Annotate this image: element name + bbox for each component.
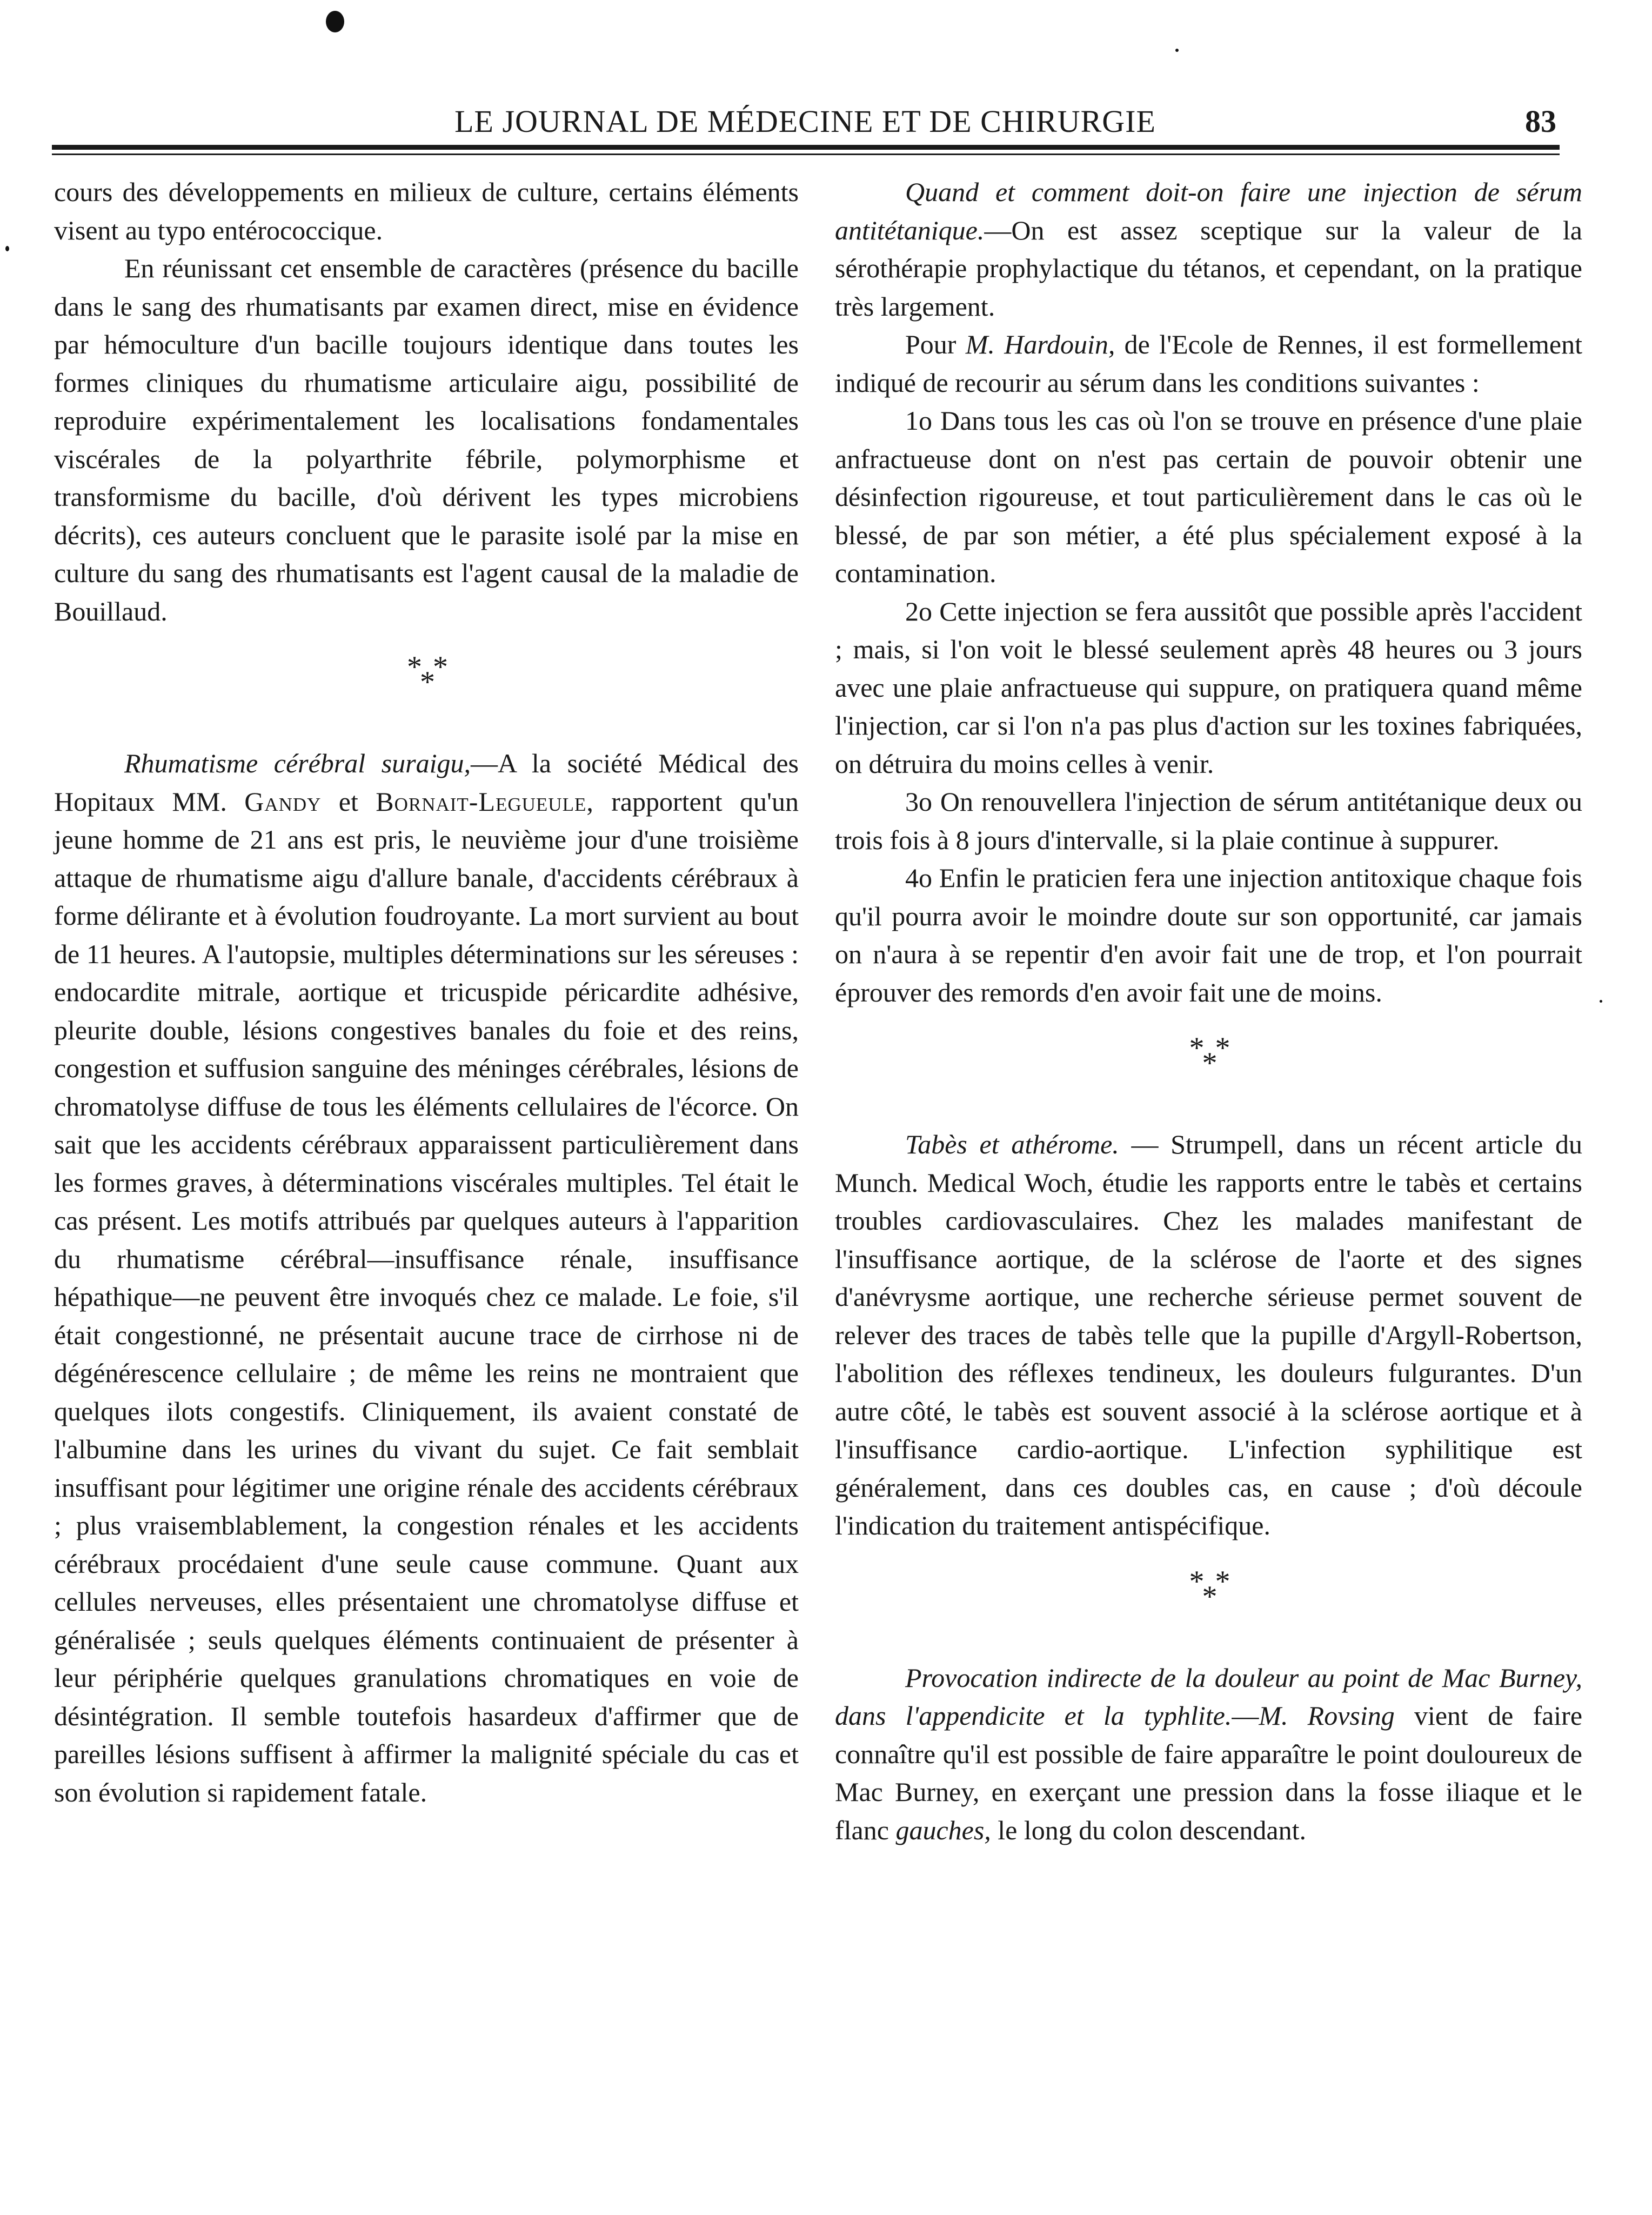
paragraph-continuation: cours des développements en milieux de culture, certains éléments visent au typo entérococcique. bbox=[54, 177, 799, 245]
header-rule-thin bbox=[52, 154, 1560, 155]
list-item: 1o Dans tous les cas où l'on se trouve en présence d'une plaie anfractueuse dont on n'est pas certain de pouvoir obtenir une désinfection rigoureuse, et tout particulièrement dans le cas où le blessé, de par son métier, a été plus spécialement exposé à la contamination. bbox=[835, 405, 1582, 588]
paragraph-conclusion: En réunissant cet ensemble de caractères (présence du bacille dans le sang des rhumatisants par examen direct, mise en évidence par hémoculture d'un bacille toujours identique dans toutes les formes cliniques du rhumatisme articulaire aigu, possibilité de reproduire expérimentalement les localisations fondamentales viscérales de la polyarthrite fébrile, polymorphisme et transformisme du bacille, d'où dérivent les types microbiens décrits), ces auteurs concluent que le parasite isolé par la mise en culture du sang des rhumatisants est l'agent causal de la maladie de Bouillaud. bbox=[54, 253, 799, 626]
article-body: — Strumpell, dans un récent article du Munch. Medical Woch, étudie les rapports entre le tabès et certains troubles cardiovasculaires. Chez les malades manifestant de l'insuffisance aortique, de la sclérose de l'aorte et des signes d'anévrysme aortique, une recherche sérieuse permet souvent de relever des traces de tabès telle que la pupille d'Argyll-Robertson, l'abolition des réflexes tendineux, les douleurs fulgurantes. D'un autre côté, le tabès est souvent associé à la sclérose aortique et à l'insuffisance cardio-aortique. L'infection syphilitique est généralement, dans ces doubles cas, en cause ; d'où découle l'indication du traitement antispécifique. bbox=[835, 1129, 1582, 1540]
separator-star: * bbox=[420, 665, 435, 699]
article-serum bbox=[835, 173, 1582, 325]
article-title: Provocation indirecte de la douleur au point de Mac Burney, dans l'appendicite et la typhlite. bbox=[835, 1662, 1582, 1731]
article-lead: —On est assez sceptique sur la valeur de la sérothérapie prophylactique du tétanos, et cependant, on la pratique très largement. bbox=[835, 215, 1582, 322]
header-rule-thick bbox=[52, 145, 1560, 150]
separator-gap bbox=[54, 706, 799, 744]
ink-speck bbox=[326, 11, 344, 32]
running-header bbox=[54, 103, 1556, 141]
separator-star: * bbox=[407, 650, 422, 684]
article-lead: —A la société Médical des Hopitaux MM. bbox=[54, 748, 799, 817]
separator-gap bbox=[835, 1621, 1582, 1659]
article-body: vient de faire connaître qu'il est possible de faire apparaître le point douloureux de Mac Burney, en exerçant une pression dans la fosse iliaque et le flanc bbox=[835, 1700, 1583, 1845]
ink-speck bbox=[1600, 1000, 1602, 1003]
section-separator bbox=[54, 630, 799, 706]
author-separator: et bbox=[338, 786, 358, 817]
separator-star: * bbox=[1215, 1031, 1230, 1065]
section-separator bbox=[835, 1011, 1582, 1088]
separator-star: * bbox=[1202, 1579, 1218, 1613]
text-run: Pour bbox=[905, 329, 957, 359]
separator-gap bbox=[835, 1088, 1582, 1125]
section-separator bbox=[835, 1545, 1582, 1621]
article-mac-burney bbox=[835, 1659, 1582, 1850]
article-body: rapportent qu'un jeune homme de 21 ans est pris, le neuvième jour d'une troisième attaque de rhumatisme aigu d'allure banale, d'accidents cérébraux à forme délirante et à évolution foudroyante. La mort survient au bout de 11 heures. A l'autopsie, multiples déterminations sur les séreuses : endocardite mitrale, aortique et tricuspide péricardite adhésive, pleurite double, lésions congestives banales du foie et des reins, congestion et suffusion sanguine des méninges cérébrales, lésions de chromatolyse diffuse de tous les éléments cellulaires de l'écorce. On sait que les accidents cérébraux apparaissent particulièrement dans les formes graves, à déterminations viscérales multiples. Tel était le cas présent. Les motifs attribués par quelques auteurs à l'apparition du rhumatisme cérébral—insuffisance rénale, insuffisance hépathique—ne peuvent être invoqués chez ce malade. Le foie, s'il était congestionné, ne présentait aucune trace de cirrhose ni de dégénérescence cellulaire ; de même les reins ne montraient que quelques ilots congestifs. Cliniquement, ils avaient constaté de l'albumine dans les urines du vivant du sujet. Ce fait semblait insuffisant pour légitimer une origine rénale des accidents cérébraux ; plus vraisemblablement, la congestion rénales et les accidents cérébraux procédaient d'une seule cause commune. Quant aux cellules nerveuses, elles présentaient une chromatolyse diffuse et généralisée ; seuls quelques éléments continuaient de présenter à leur périphérie quelques granulations chromatiques en voie de désintégration. Il semble toutefois hasardeux d'affirmer que de pareilles lésions suffisent à affirmer la malignité spéciale du cas et son évolution si rapidement fatale. bbox=[54, 786, 799, 1807]
author-name: Bornait-Legueule, bbox=[376, 786, 594, 817]
list-item: 2o Cette injection se fera aussitôt que possible après l'accident ; mais, si l'on voit le blessé seulement après 48 heures ou 3 jours avec une plaie anfractueuse qui suppure, on pratiquera quand même l'injection, car si l'on n'a pas plus d'action sur les toxines fabriquées, on détruira du moins celles à venir. bbox=[835, 596, 1582, 779]
list-item: 3o On renouvellera l'injection de sérum antitétanique deux ou trois fois à 8 jours d'intervalle, si la plaie continue à suppurer. bbox=[835, 786, 1582, 855]
article-tabes bbox=[835, 1125, 1582, 1545]
text-run: de l'Ecole de Rennes, il est formellement indiqué de recourir au sérum dans les conditions suivantes : bbox=[835, 329, 1582, 398]
paragraph-hardouin bbox=[835, 325, 1582, 402]
separator-star: * bbox=[1189, 1031, 1205, 1065]
list-item: 4o Enfin le praticien fera une injection antitoxique chaque fois qu'il pourra avoir le moindre doute sur son opportunité, car jamais on n'aura à se repentir d'en avoir fait une de trop, et l'on pourrait éprouver des remords d'en avoir fait une de moins. bbox=[835, 863, 1582, 1008]
author-name: Gandy bbox=[244, 786, 322, 817]
article-title: Rhumatisme cérébral suraigu, bbox=[124, 748, 471, 778]
person-name: M. Rovsing bbox=[1259, 1700, 1395, 1731]
page-number: 83 bbox=[1525, 104, 1556, 139]
separator-star: * bbox=[1215, 1564, 1230, 1598]
separator-star: * bbox=[1202, 1046, 1218, 1080]
article-title: Tabès et athérome. bbox=[905, 1129, 1119, 1159]
right-column bbox=[835, 173, 1582, 1849]
article-end: le long du colon descendant. bbox=[998, 1814, 1306, 1845]
running-title: LE JOURNAL DE MÉDECINE ET DE CHIRURGIE bbox=[454, 104, 1156, 139]
article-title: Quand et comment doit-on faire une injection de sérum antitétanique. bbox=[835, 177, 1582, 245]
article-dash: — bbox=[1232, 1700, 1259, 1731]
ink-speck bbox=[1175, 49, 1179, 52]
separator-star: * bbox=[433, 650, 448, 684]
person-name: M. Hardouin, bbox=[965, 329, 1115, 359]
left-column bbox=[54, 173, 799, 1811]
separator-star: * bbox=[1189, 1564, 1205, 1598]
ink-speck bbox=[5, 246, 9, 251]
article-rhumatisme bbox=[54, 744, 799, 1811]
emphasis-word: gauches, bbox=[895, 1814, 991, 1845]
